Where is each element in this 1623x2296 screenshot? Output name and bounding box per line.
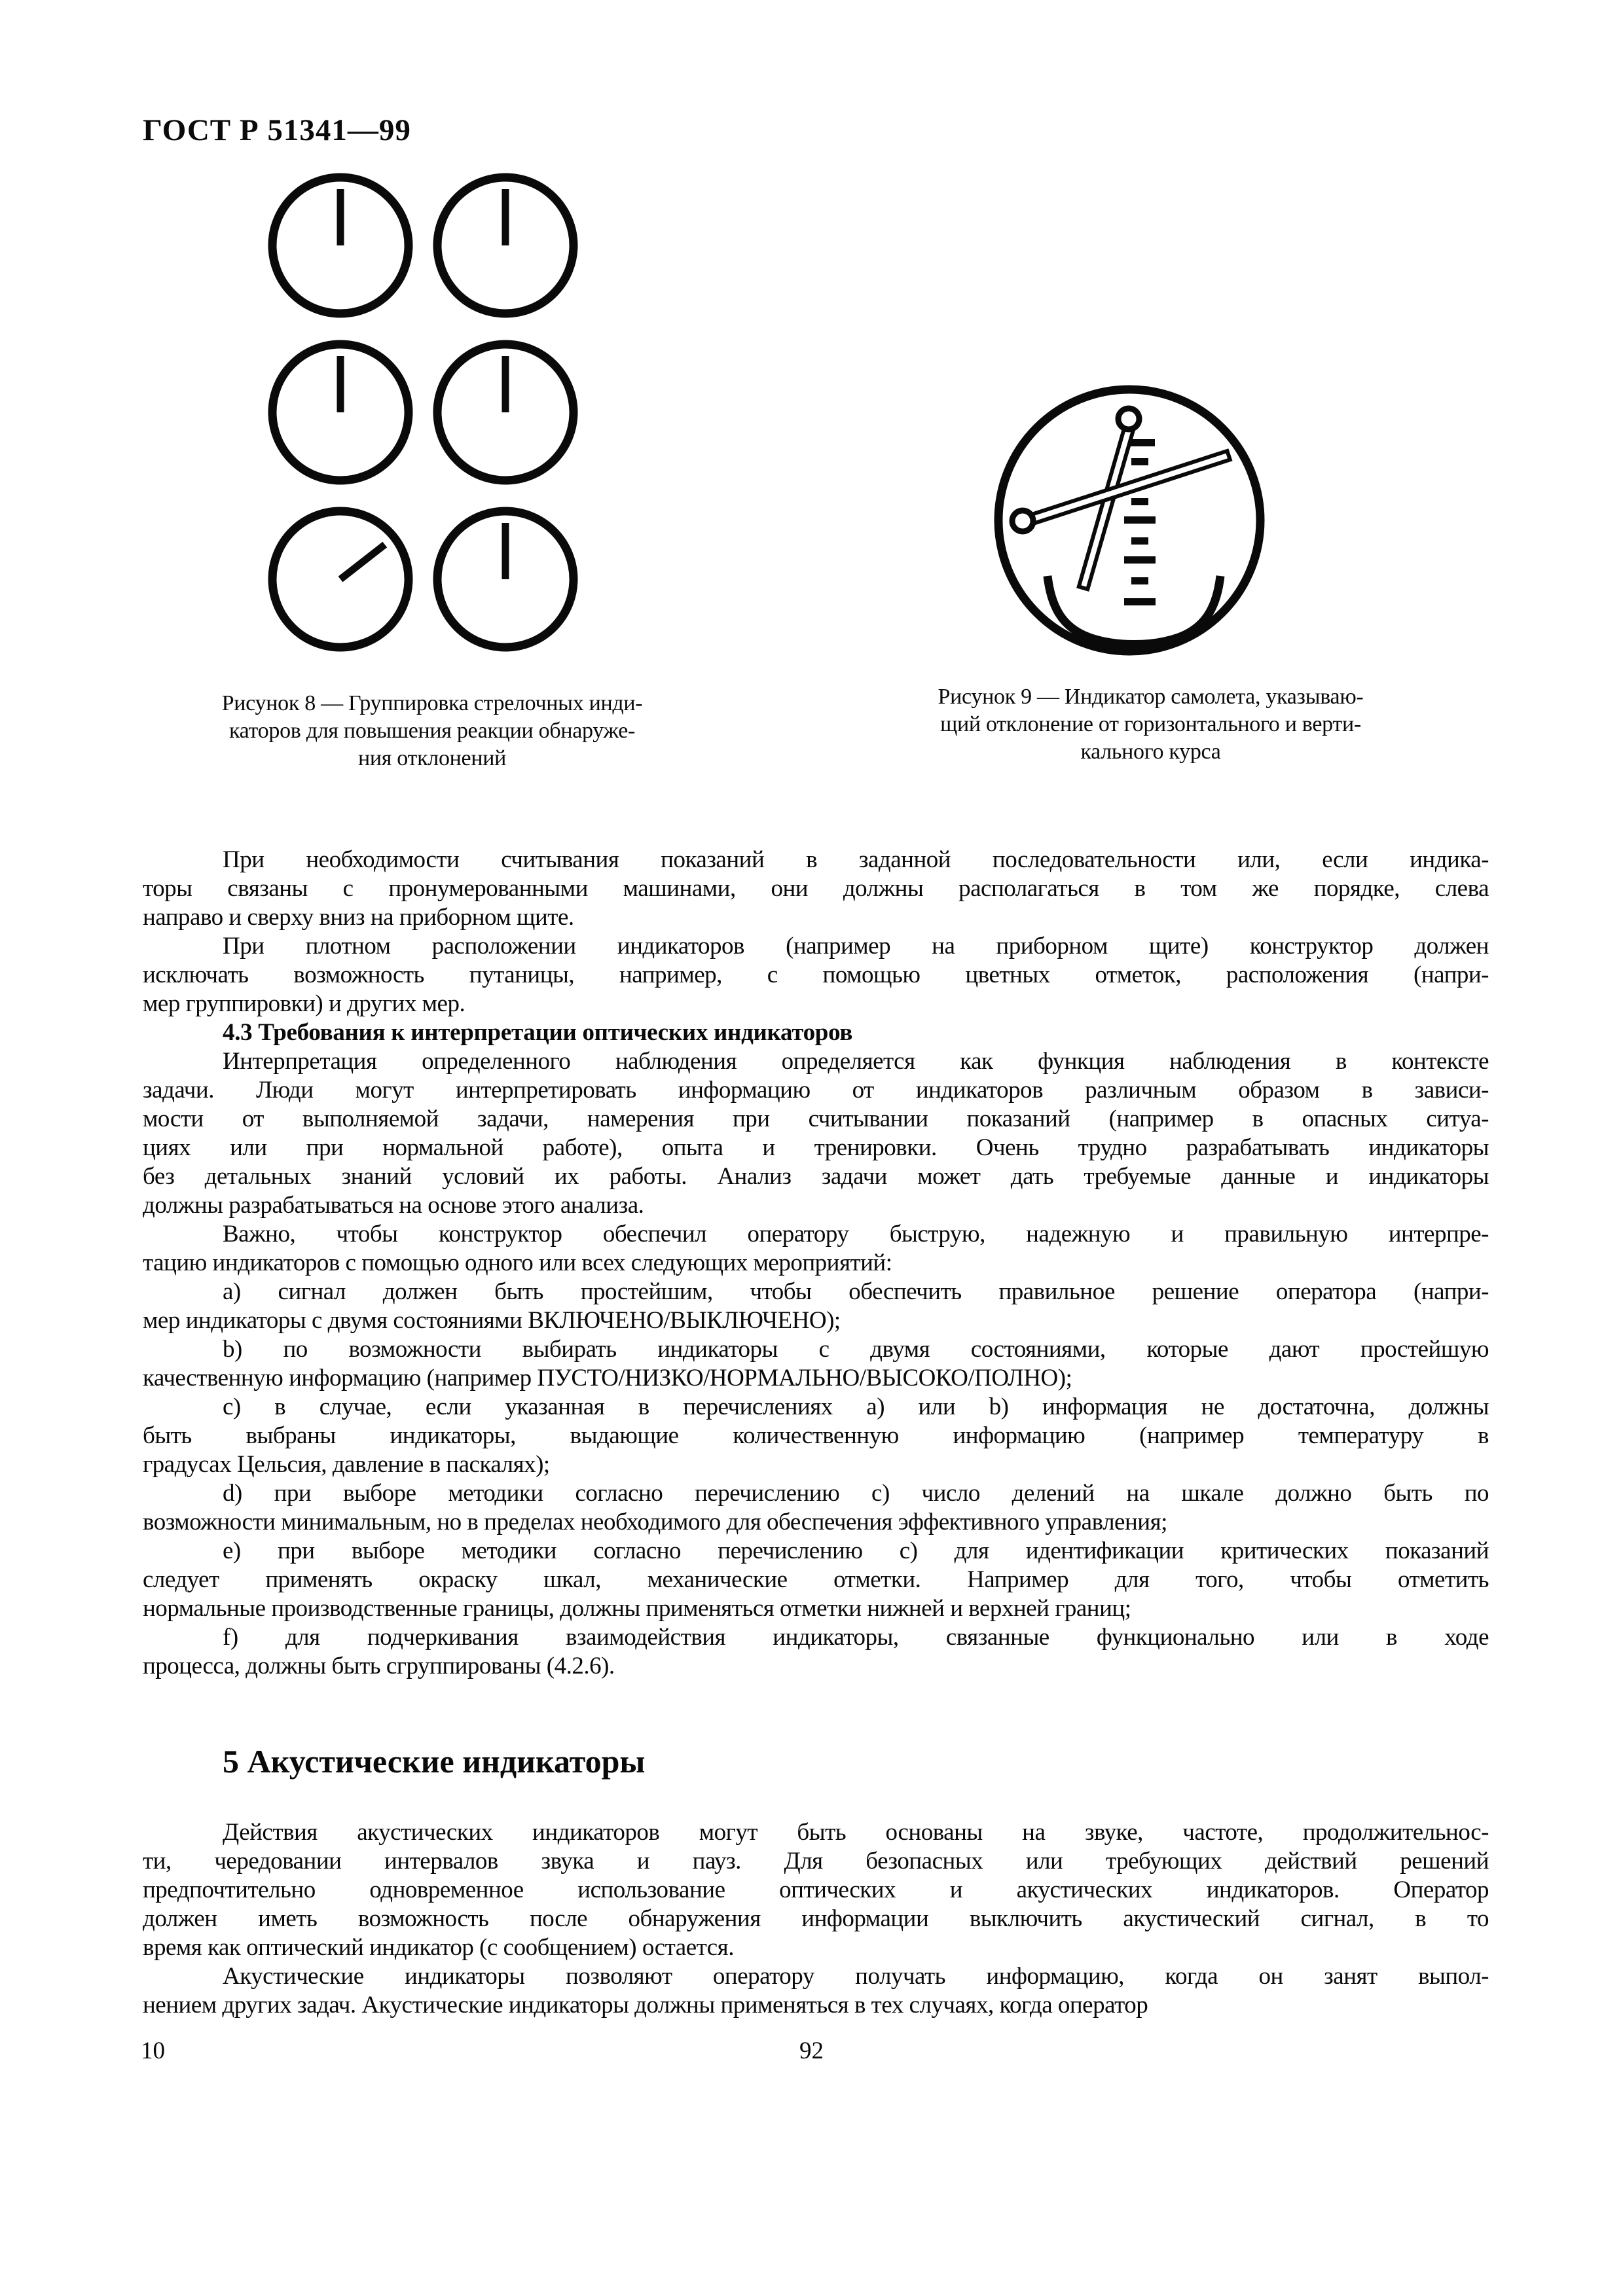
body-line: e) при выборе методики согласно перечислению c) для идентификации критических показаний xyxy=(223,1537,1489,1564)
dial-needle xyxy=(340,545,385,579)
body-line: c) в случае, если указанная в перечислениях a) или b) информация не достаточна, должны xyxy=(223,1393,1489,1420)
paragraph xyxy=(143,846,1489,932)
page-number-center: 92 xyxy=(799,2037,824,2064)
body-line: d) при выборе методики согласно перечислению c) число делений на шкале должно быть по xyxy=(223,1480,1489,1507)
paragraph xyxy=(143,1278,1489,1335)
caption-line: каторов для повышения реакции обнаруже- xyxy=(228,719,636,743)
body-line: нением других задач. Акустические индикаторы должны применяться в тех случаях, когда оператор xyxy=(143,1992,1148,2018)
body-line: время как оптический индикатор (с сообщением) остается. xyxy=(143,1934,734,1961)
needle-shaft xyxy=(1079,428,1133,589)
document-number: ГОСТ Р 51341—99 xyxy=(143,113,411,147)
body-line: торы связаны с пронумерованными машинами, они должны располагаться в том же порядке, слева xyxy=(143,875,1489,902)
body-line: должен иметь возможность после обнаружения информации выключить акустический сигнал, в то xyxy=(143,1905,1489,1932)
body-line: Важно, чтобы конструктор обеспечил оператору быструю, надежную и правильную интерпре- xyxy=(223,1221,1489,1247)
body-line: задачи. Люди могут интерпретировать информацию от индикаторов различным образом в зависи- xyxy=(143,1077,1489,1103)
body-line: качественную информацию (например ПУСТО/НИЗКО/НОРМАЛЬНО/ВЫСОКО/ПОЛНО); xyxy=(143,1365,1072,1391)
paragraph xyxy=(143,1393,1489,1479)
scale-tick xyxy=(1124,598,1156,605)
body-line: возможности минимальным, но в пределах необходимого для обеспечения эффективного управления; xyxy=(143,1509,1167,1535)
body-line: циях или при нормальной работе), опыта и тренировки. Очень трудно разрабатывать индикаторы xyxy=(143,1134,1489,1161)
body-line: предпочтительно одновременное использование оптических и акустических индикаторов. Оператор xyxy=(143,1876,1489,1903)
body-line: ти, чередовании интервалов звука и пауз. Для безопасных или требующих действий решений xyxy=(143,1848,1489,1874)
dial-gauge xyxy=(272,177,409,314)
caption-line: Рисунок 8 — Группировка стрелочных инди- xyxy=(221,691,643,715)
body-line: a) сигнал должен быть простейшим, чтобы обеспечить правильное решение оператора (напри- xyxy=(223,1278,1489,1305)
paragraph xyxy=(143,1537,1489,1623)
body-line: без детальных знаний условий их работы. Анализ задачи может дать требуемые данные и индикаторы xyxy=(143,1163,1489,1190)
caption-line: щий отклонение от горизонтального и верти- xyxy=(940,712,1361,736)
body-line: мер индикаторы с двумя состояниями ВКЛЮЧЕНО/ВЫКЛЮЧЕНО); xyxy=(143,1307,841,1334)
body-line: мости от выполняемой задачи, намерения при считывании показаний (например в опасных ситуа- xyxy=(143,1105,1489,1132)
body-line: нормальные производственные границы, должны применяться отметки нижней и верхней границ; xyxy=(143,1595,1131,1622)
needle-pivot-left xyxy=(1012,511,1033,531)
body-line: При необходимости считывания показаний в заданной последовательности или, если индика- xyxy=(223,846,1489,873)
scale-tick xyxy=(1124,516,1156,524)
section-heading: 5 Акустические индикаторы xyxy=(223,1743,646,1780)
caption-line: Рисунок 9 — Индикатор самолета, указываю- xyxy=(938,685,1364,709)
paragraph xyxy=(143,1479,1489,1537)
dial-gauge xyxy=(272,511,409,647)
bottom-arc xyxy=(1048,576,1220,645)
body-line: f) для подчеркивания взаимодействия индикаторы, связанные функционально или в ходе xyxy=(223,1624,1489,1651)
body-text xyxy=(143,846,1489,2020)
needle-pivot-top xyxy=(1118,408,1139,429)
figure8-caption xyxy=(154,690,710,772)
body-line: следует применять окраску шкал, механические отметки. Например для того, чтобы отметить xyxy=(143,1566,1489,1593)
body-line: исключать возможность путаницы, например, с помощью цветных отметок, расположения (напри- xyxy=(143,961,1489,988)
body-line: b) по возможности выбирать индикаторы с двумя состояниями, которые дают простейшую xyxy=(223,1336,1489,1363)
scale-tick xyxy=(1124,556,1156,564)
paragraph xyxy=(143,1220,1489,1278)
scale-tick xyxy=(1131,498,1148,505)
page-number-left: 10 xyxy=(141,2037,165,2064)
caption-line: ния отклонений xyxy=(357,746,507,770)
body-line: должны разрабатываться на основе этого анализа. xyxy=(143,1192,644,1219)
body-line: градусах Цельсия, давление в паскалях); xyxy=(143,1451,550,1478)
dial-gauge xyxy=(437,344,574,480)
paragraph xyxy=(143,1818,1489,1962)
needle-shaft xyxy=(1031,451,1230,524)
paragraph xyxy=(143,1962,1489,2020)
caption-line: кального курса xyxy=(1080,740,1221,764)
dial-gauge xyxy=(272,344,409,480)
body-line: быть выбраны индикаторы, выдающие количественную информацию (например температуру в xyxy=(143,1422,1489,1449)
scale-ticks xyxy=(1124,439,1156,605)
scale-tick xyxy=(1131,458,1148,465)
paragraph xyxy=(143,1623,1489,1681)
dial-gauge xyxy=(437,177,574,314)
body-line: тацию индикаторов с помощью одного или всех следующих мероприятий: xyxy=(143,1249,892,1276)
scale-tick xyxy=(1131,577,1148,584)
body-line: Акустические индикаторы позволяют оператору получать информацию, когда он занят выпол- xyxy=(223,1963,1489,1990)
body-line: Интерпретация определенного наблюдения определяется как функция наблюдения в контексте xyxy=(223,1048,1489,1075)
figure9-caption xyxy=(861,683,1440,766)
figure9-aircraft-indicator xyxy=(990,378,1273,669)
body-line: мер группировки) и других мер. xyxy=(143,990,465,1017)
subsection-heading: 4.3 Требования к интерпретации оптических индикаторов xyxy=(223,1019,853,1046)
scale-tick xyxy=(1131,537,1148,545)
dial-gauge xyxy=(437,511,574,647)
paragraph xyxy=(143,932,1489,1018)
body-line: направо и сверху вниз на приборном щите. xyxy=(143,904,574,931)
paragraph xyxy=(143,1335,1489,1393)
figure8-dial-group xyxy=(267,171,579,653)
body-line: процесса, должны быть сгруппированы (4.2.6). xyxy=(143,1653,615,1679)
body-line: При плотном расположении индикаторов (например на приборном щите) конструктор должен xyxy=(223,933,1489,960)
paragraph xyxy=(143,1047,1489,1220)
body-line: Действия акустических индикаторов могут быть основаны на звуке, частоте, продолжительнос- xyxy=(223,1819,1489,1846)
